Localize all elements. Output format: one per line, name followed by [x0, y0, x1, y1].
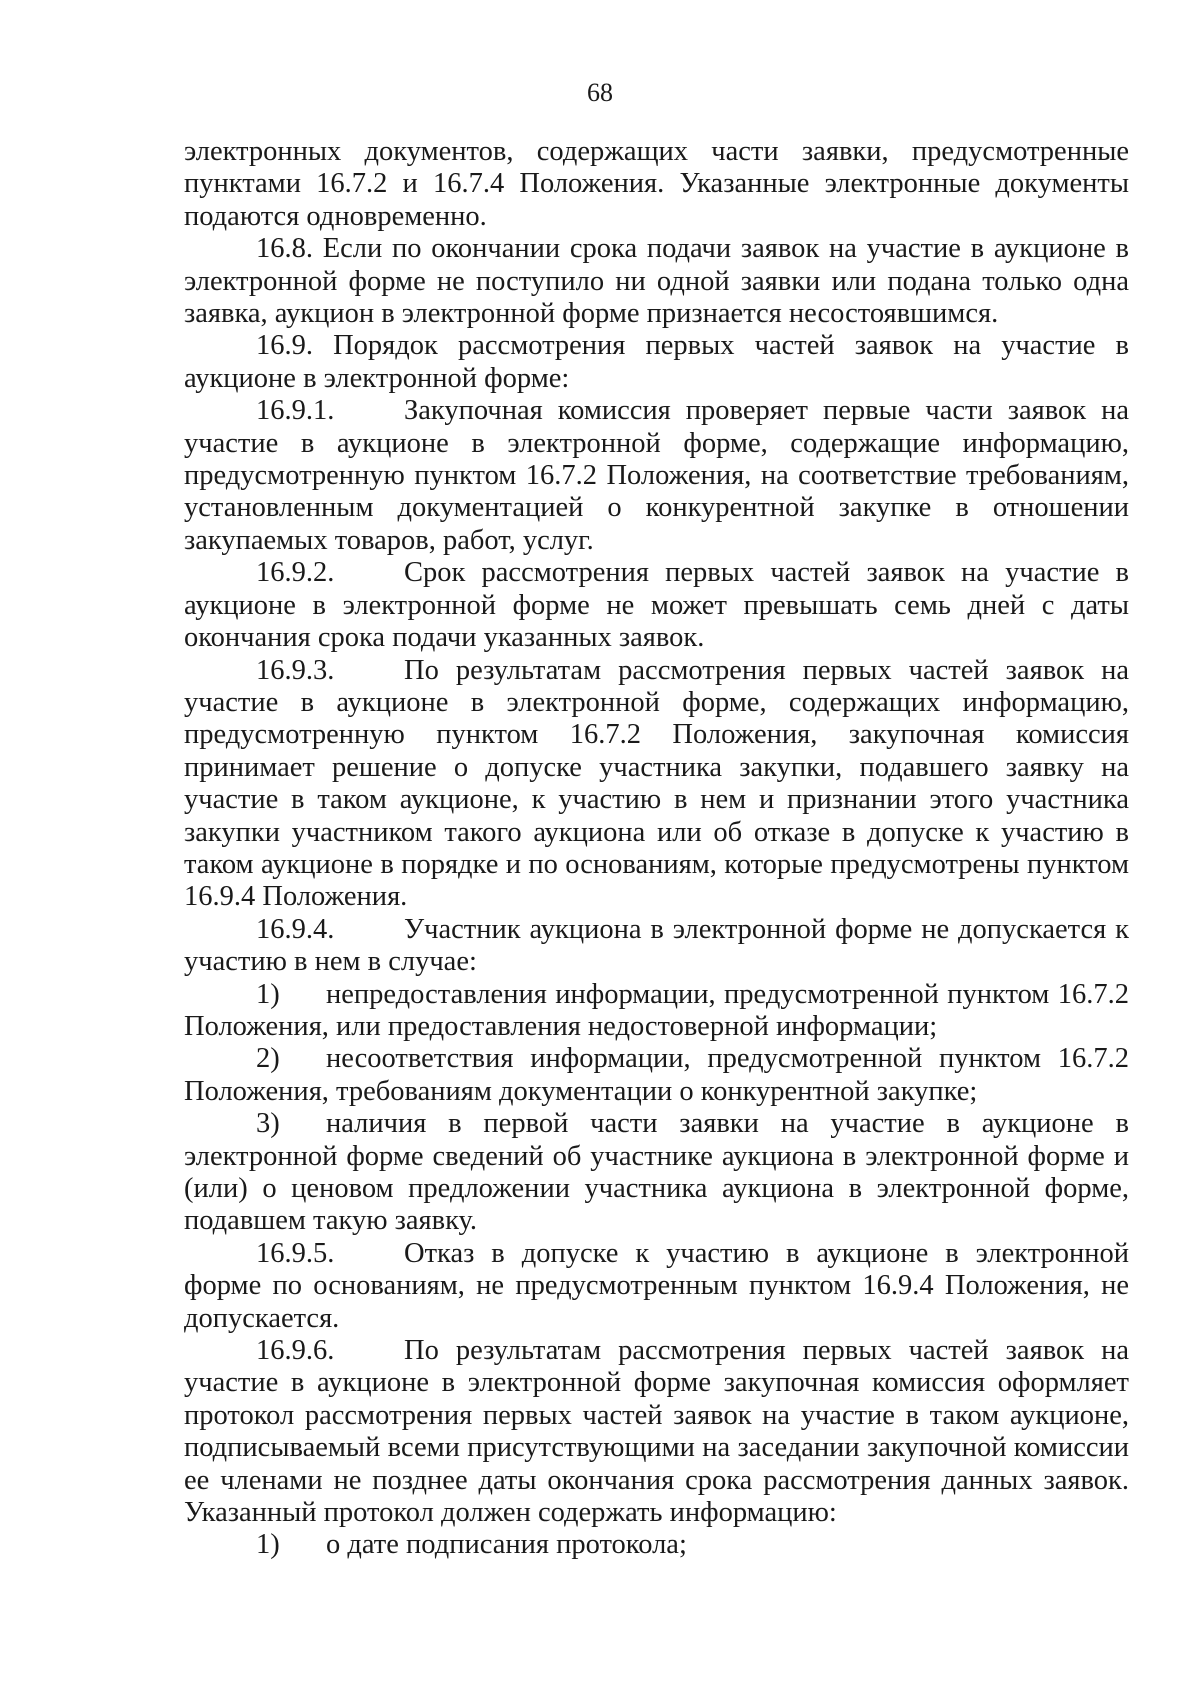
list-number: 3): [256, 1108, 280, 1140]
clause-number: 16.9.6.: [256, 1335, 335, 1367]
paragraph-16-9-5: [184, 1238, 1129, 1335]
clause-number: 16.9.5.: [256, 1237, 335, 1269]
paragraph-text: Отказ в допуске к участию в аукционе в электронной форме по основаниям, не предусмотренным пунктом 16.9.4 Положения, не допускается.: [184, 1237, 1129, 1334]
list-number: 1): [256, 1529, 280, 1561]
clause-number: 16.9.1.: [256, 395, 335, 427]
list-item-1-protocol: [184, 1529, 1129, 1561]
paragraph-text: По результатам рассмотрения первых частей заявок на участие в аукционе в электронной форме, содержащих информацию, предусмотренную пунктом 16.7.2 Положения, закупочная комиссия принимает решение о допуске участника закупки, подавшего заявку на участие в таком аукционе, к участию в нем и признании этого участника закупки участником такого аукциона или об отказе в допуске к участию в таком аукционе в порядке и по основаниям, которые предусмотрены пунктом 16.9.4 Положения.: [184, 654, 1129, 913]
paragraph-16-9-3: [184, 655, 1129, 914]
clause-number: 16.9.3.: [256, 654, 335, 686]
paragraph-text: Срок рассмотрения первых частей заявок на участие в аукционе в электронной форме не может превышать семь дней с даты окончания срока подачи указанных заявок.: [184, 557, 1129, 654]
page-number: 68: [587, 78, 613, 107]
paragraph-16-9-4: [184, 914, 1129, 979]
paragraph-16-9-1: [184, 395, 1129, 557]
paragraph-text: несоответствия информации, предусмотренной пунктом 16.7.2 Положения, требованиям документации о конкурентной закупке;: [184, 1043, 1129, 1107]
list-number: 1): [256, 978, 280, 1010]
clause-number: 16.9.2.: [256, 557, 335, 589]
list-item-3: [184, 1108, 1129, 1238]
paragraph-text: Участник аукциона в электронной форме не допускается к участию в нем в случае:: [184, 913, 1129, 978]
list-number: 2): [256, 1043, 280, 1075]
paragraph-16-9: [184, 330, 1129, 395]
document-body: [184, 136, 1129, 1562]
paragraph-text: Закупочная комиссия проверяет первые части заявок на участие в аукционе в электронной форме, содержащие информацию, предусмотренную пунктом 16.7.2 Положения, на соответствие требованиям, установленным документацией о конкурентной закупке в отношении закупаемых товаров, работ, услуг.: [184, 395, 1129, 556]
paragraph-16-8: [184, 233, 1129, 330]
list-item-1: [184, 979, 1129, 1044]
paragraph-text: 16.8. Если по окончании срока подачи заявок на участие в аукционе в электронной форме не поступило ни одной заявки или подана только одна заявка, аукцион в электронной форме признается несостоявшимся.: [184, 233, 1129, 330]
paragraph-text: По результатам рассмотрения первых частей заявок на участие в аукционе в электронной форме закупочная комиссия оформляет протокол рассмотрения первых частей заявок на участие в таком аукционе, подписываемый всеми присутствующими на заседании закупочной комиссии ее членами не позднее даты окончания срока рассмотрения данных заявок. Указанный протокол должен содержать информацию:: [184, 1335, 1129, 1529]
paragraph-16-9-6: [184, 1335, 1129, 1529]
paragraph-text: о дате подписания протокола;: [326, 1529, 687, 1561]
paragraph-text: наличия в первой части заявки на участие в аукционе в электронной форме сведений об участнике аукциона в электронной форме и (или) о ценовом предложении участника аукциона в электронной форме, подавшем такую заявку.: [184, 1108, 1129, 1237]
list-item-2: [184, 1043, 1129, 1108]
paragraph-text: электронных документов, содержащих части заявки, предусмотренные пунктами 16.7.2 и 16.7.4 Положения. Указанные электронные документы подаются одновременно.: [184, 136, 1129, 232]
clause-number: 16.9.4.: [256, 913, 335, 945]
paragraph-text: 16.9. Порядок рассмотрения первых частей заявок на участие в аукционе в электронной форме:: [184, 330, 1129, 394]
paragraph-text: непредоставления информации, предусмотренной пунктом 16.7.2 Положения, или предоставления недостоверной информации;: [184, 978, 1129, 1042]
paragraph-16-9-2: [184, 557, 1129, 654]
paragraph-continuation: [184, 136, 1129, 233]
